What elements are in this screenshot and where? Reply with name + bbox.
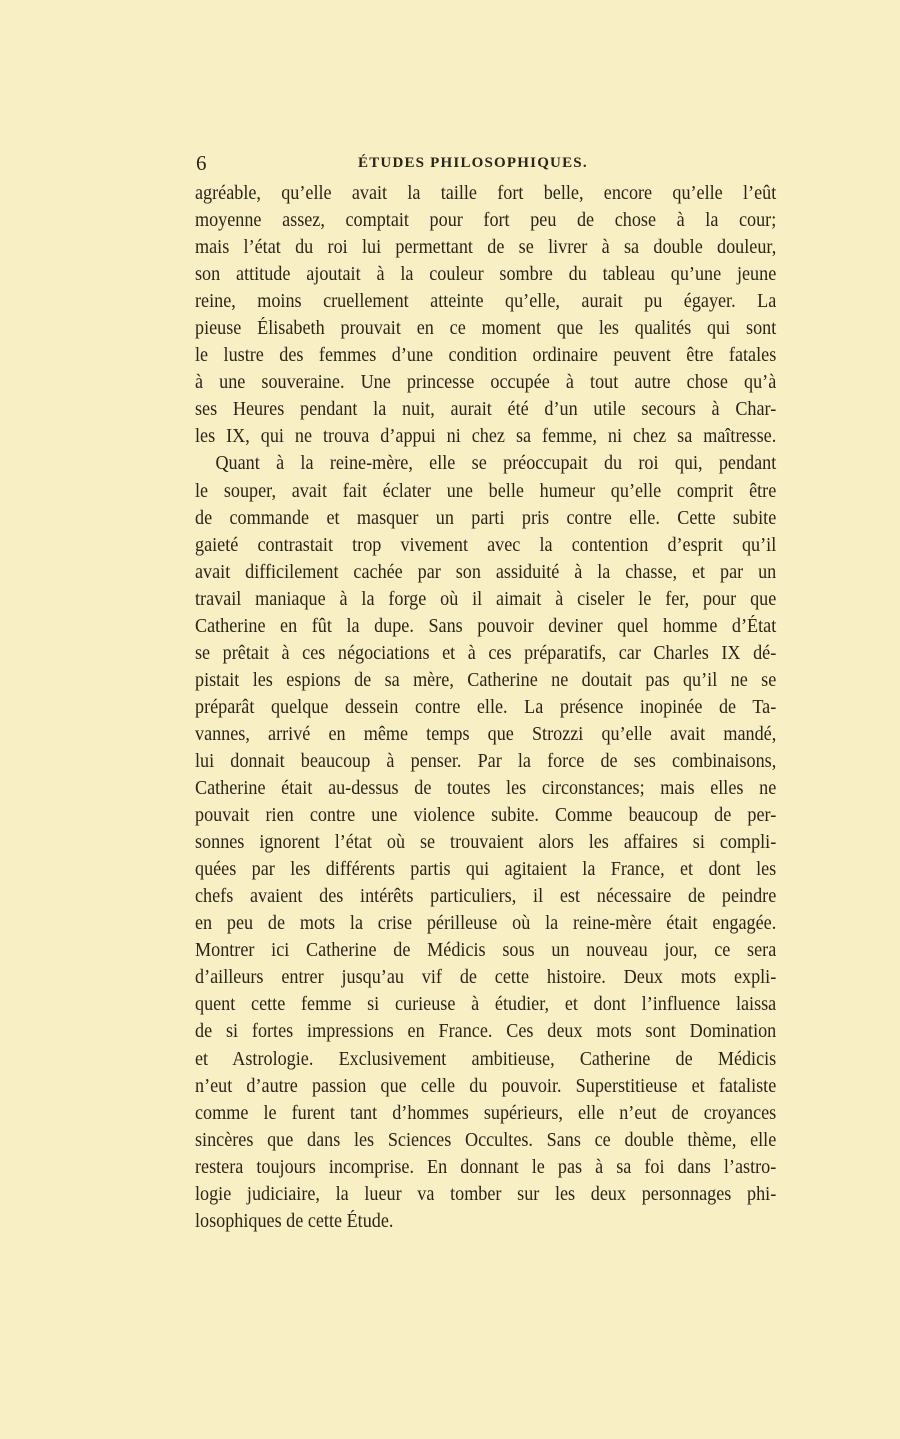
text-line: le lustre des femmes d’une condition ordinaire peuvent être fatales (195, 345, 777, 367)
page-number: 6 (196, 151, 207, 175)
text-line: sonnes ignorent l’état où se trouvaient alors les affaires si compli- (195, 832, 777, 854)
text-line: d’ailleurs entrer jusqu’au vif de cette histoire. Deux mots expli- (195, 967, 777, 989)
text-line: en peu de mots la crise périlleuse où la reine-mère était engagée. (195, 913, 777, 935)
text-line: les IX, qui ne trouva d’appui ni chez sa femme, ni chez sa maîtresse. (195, 426, 777, 448)
text-line: pistait les espions de sa mère, Catherine ne doutait pas qu’il ne se (195, 669, 777, 691)
running-title: ÉTUDES PHILOSOPHIQUES. (358, 155, 588, 171)
text-line: vannes, arrivé en même temps que Strozzi qu’elle avait mandé, (195, 723, 777, 745)
text-line: sincères que dans les Sciences Occultes. Sans ce double thème, elle (195, 1129, 777, 1151)
text-line: le souper, avait fait éclater une belle humeur qu’elle comprit être (195, 480, 777, 502)
text-line: quent cette femme si curieuse à étudier, et dont l’influence laissa (195, 994, 777, 1016)
text-line: travail maniaque à la forge où il aimait à ciseler le fer, pour que (195, 588, 777, 610)
text-line: Quant à la reine-mère, elle se préoccupait du roi qui, pendant (215, 453, 777, 475)
text-line: losophiques de cette Étude. (195, 1210, 394, 1232)
text-line: avait difficilement cachée par son assiduité à la chasse, et par un (195, 561, 777, 583)
text-line: pouvait rien contre une violence subite. Comme beaucoup de per- (195, 805, 777, 827)
text-line: Catherine était au-dessus de toutes les circonstances; mais elles ne (195, 778, 777, 800)
text-line: mais l’état du roi lui permettant de se livrer à sa double douleur, (195, 237, 777, 259)
text-line: n’eut d’autre passion que celle du pouvoir. Superstitieuse et fataliste (195, 1075, 777, 1097)
text-line: de si fortes impressions en France. Ces deux mots sont Domination (195, 1021, 777, 1043)
body-text (195, 180, 776, 1235)
text-line: son attitude ajoutait à la couleur sombre du tableau qu’une jeune (195, 264, 777, 286)
text-line: restera toujours incomprise. En donnant le pas à sa foi dans l’astro- (195, 1156, 777, 1178)
text-line: gaieté contrastait trop vivement avec la contention d’esprit qu’il (195, 534, 777, 556)
text-line: lui donnait beaucoup à penser. Par la force de ses combinaisons, (195, 750, 777, 772)
text-line: à une souveraine. Une princesse occupée à tout autre chose qu’à (195, 372, 777, 394)
text-line: préparât quelque dessein contre elle. La présence inopinée de Ta- (195, 696, 777, 718)
text-line: Catherine en fût la dupe. Sans pouvoir deviner quel homme d’État (195, 615, 777, 637)
text-line: de commande et masquer un parti pris contre elle. Cette subite (195, 507, 777, 529)
text-line: comme le furent tant d’hommes supérieurs, elle n’eut de croyances (195, 1102, 777, 1124)
text-line: agréable, qu’elle avait la taille fort belle, encore qu’elle l’eût (195, 183, 777, 204)
text-line: ses Heures pendant la nuit, aurait été d’un utile secours à Char- (195, 399, 777, 421)
text-line: se prêtait à ces négociations et à ces préparatifs, car Charles IX dé- (195, 642, 777, 664)
text-line: Montrer ici Catherine de Médicis sous un nouveau jour, ce sera (195, 940, 777, 962)
text-line: chefs avaient des intérêts particuliers, il est nécessaire de peindre (195, 886, 777, 908)
text-line: et Astrologie. Exclusivement ambitieuse, Catherine de Médicis (195, 1048, 777, 1070)
text-line: quées par les différents partis qui agitaient la France, et dont les (195, 859, 777, 881)
text-line: moyenne assez, comptait pour fort peu de chose à la cour; (195, 210, 777, 232)
text-line: reine, moins cruellement atteinte qu’elle, aurait pu égayer. La (195, 291, 777, 313)
text-line: pieuse Élisabeth prouvait en ce moment que les qualités qui sont (195, 318, 777, 340)
text-line: logie judiciaire, la lueur va tomber sur les deux personnages phi- (195, 1183, 777, 1205)
